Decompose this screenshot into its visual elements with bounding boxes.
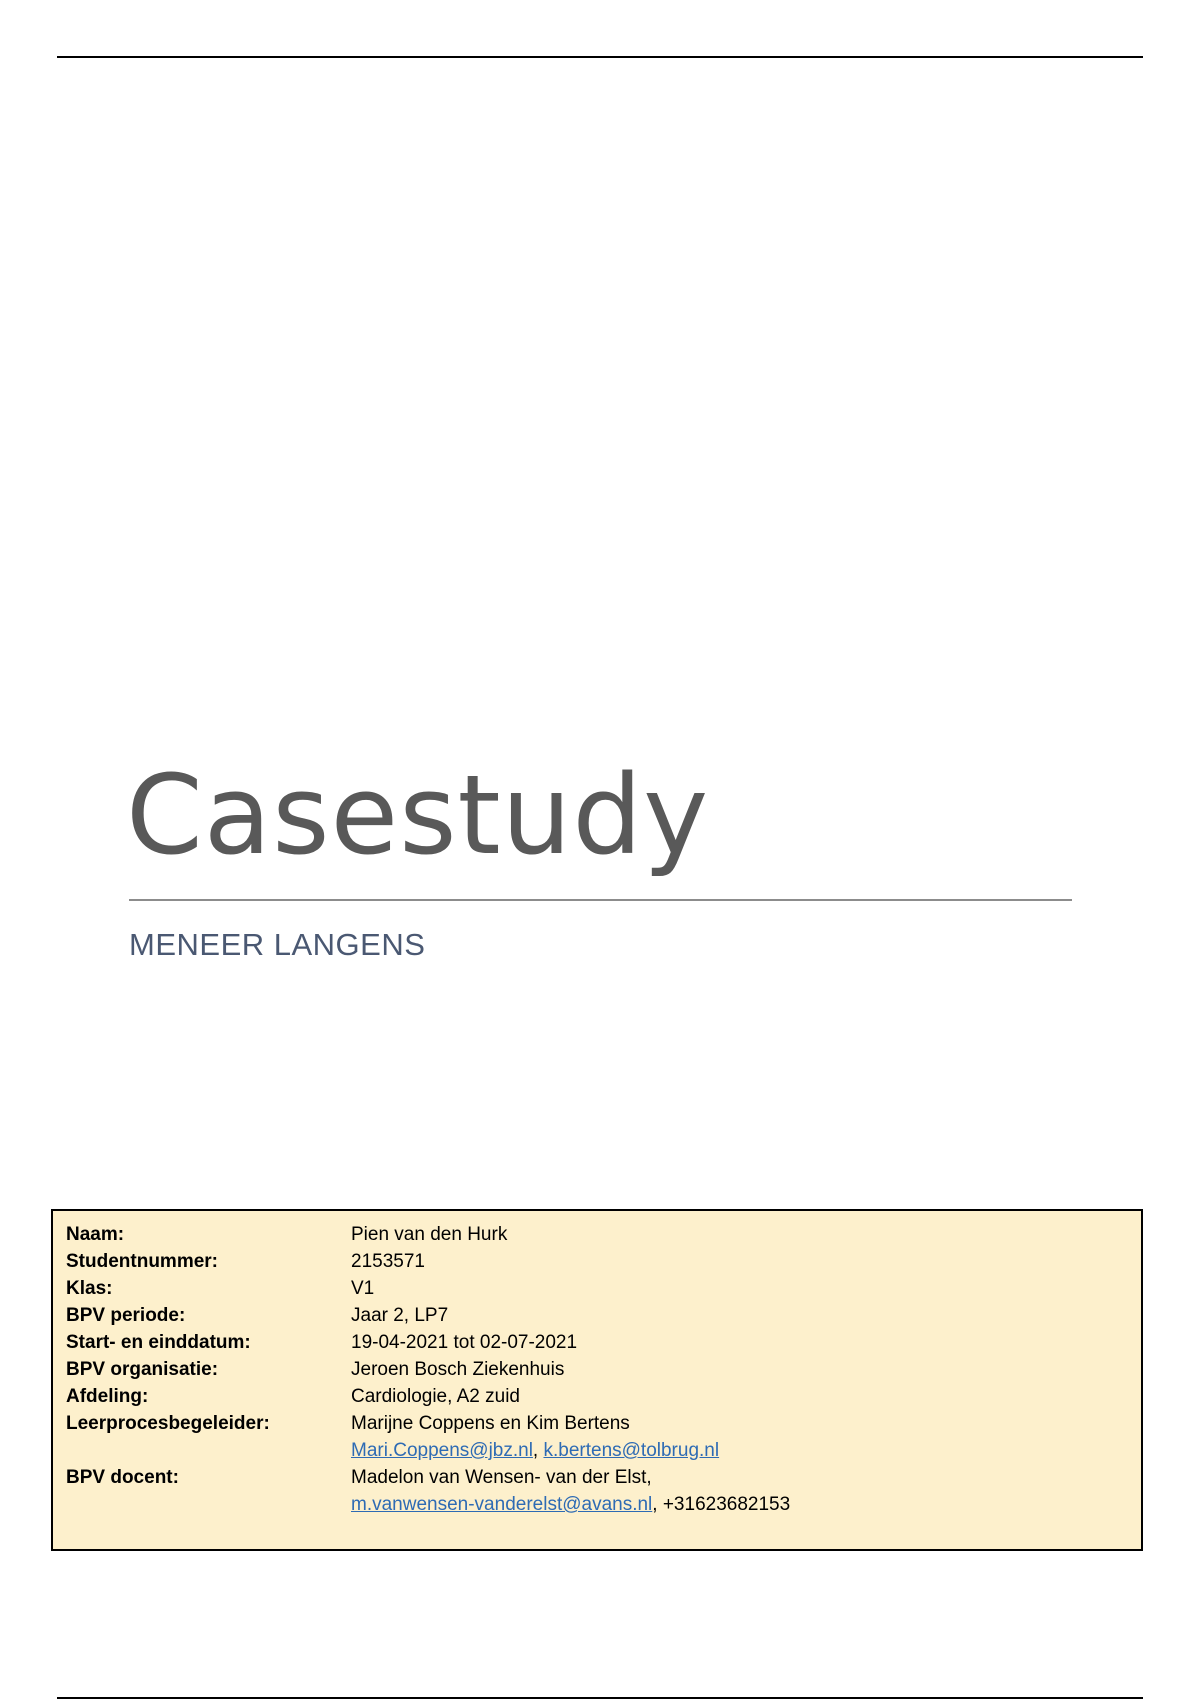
email-link-docent[interactable]: m.vanwensen-vanderelst@avans.nl: [351, 1494, 653, 1515]
document-title: Casestudy: [126, 751, 710, 879]
page-bottom-rule: [57, 1697, 1143, 1699]
info-label: Afdeling:: [66, 1386, 149, 1407]
email-link-bertens[interactable]: k.bertens@tolbrug.nl: [543, 1440, 720, 1461]
begeleider-emails: [351, 1437, 719, 1464]
info-row-organisatie: [53, 1356, 1141, 1383]
info-label: Start- en einddatum:: [66, 1332, 251, 1353]
info-label: Leerprocesbegeleider:: [66, 1413, 270, 1434]
info-value: Marijne Coppens en Kim Bertens: [351, 1413, 630, 1434]
info-label: BPV organisatie:: [66, 1359, 219, 1380]
info-label: Naam:: [66, 1224, 125, 1245]
title-divider: [129, 899, 1072, 901]
info-row-begeleider-emails: [53, 1437, 1141, 1464]
page-top-rule: [57, 56, 1143, 58]
info-row-studentnummer: [53, 1248, 1141, 1275]
info-row-datum: [53, 1329, 1141, 1356]
info-row-klas: [53, 1275, 1141, 1302]
email-link-coppens[interactable]: Mari.Coppens@jbz.nl: [351, 1440, 533, 1461]
info-value: 19-04-2021 tot 02-07-2021: [351, 1332, 578, 1353]
info-row-bpv-periode: [53, 1302, 1141, 1329]
info-row-afdeling: [53, 1383, 1141, 1410]
info-label: Klas:: [66, 1278, 113, 1299]
info-value: V1: [351, 1278, 375, 1299]
info-value: 2153571: [351, 1251, 425, 1272]
info-row-naam: [53, 1221, 1141, 1248]
info-label: Studentnummer:: [66, 1251, 218, 1272]
info-label: BPV docent:: [66, 1467, 179, 1488]
info-row-bpv-docent: [53, 1464, 1141, 1491]
info-value: Jeroen Bosch Ziekenhuis: [351, 1359, 565, 1380]
info-value: Jaar 2, LP7: [351, 1305, 449, 1326]
info-row-leerprocesbegeleider: [53, 1410, 1141, 1437]
info-row-docent-contact: [53, 1491, 1141, 1518]
info-value: Madelon van Wensen- van der Elst,: [351, 1467, 652, 1488]
docent-phone: , +31623682153: [652, 1494, 791, 1515]
docent-contact: [351, 1491, 790, 1518]
email-separator: ,: [532, 1440, 544, 1461]
student-info-box: [51, 1209, 1143, 1551]
document-subtitle: MENEER LANGENS: [129, 927, 426, 962]
info-label: BPV periode:: [66, 1305, 186, 1326]
info-value: Cardiologie, A2 zuid: [351, 1386, 520, 1407]
info-value: Pien van den Hurk: [351, 1224, 508, 1245]
